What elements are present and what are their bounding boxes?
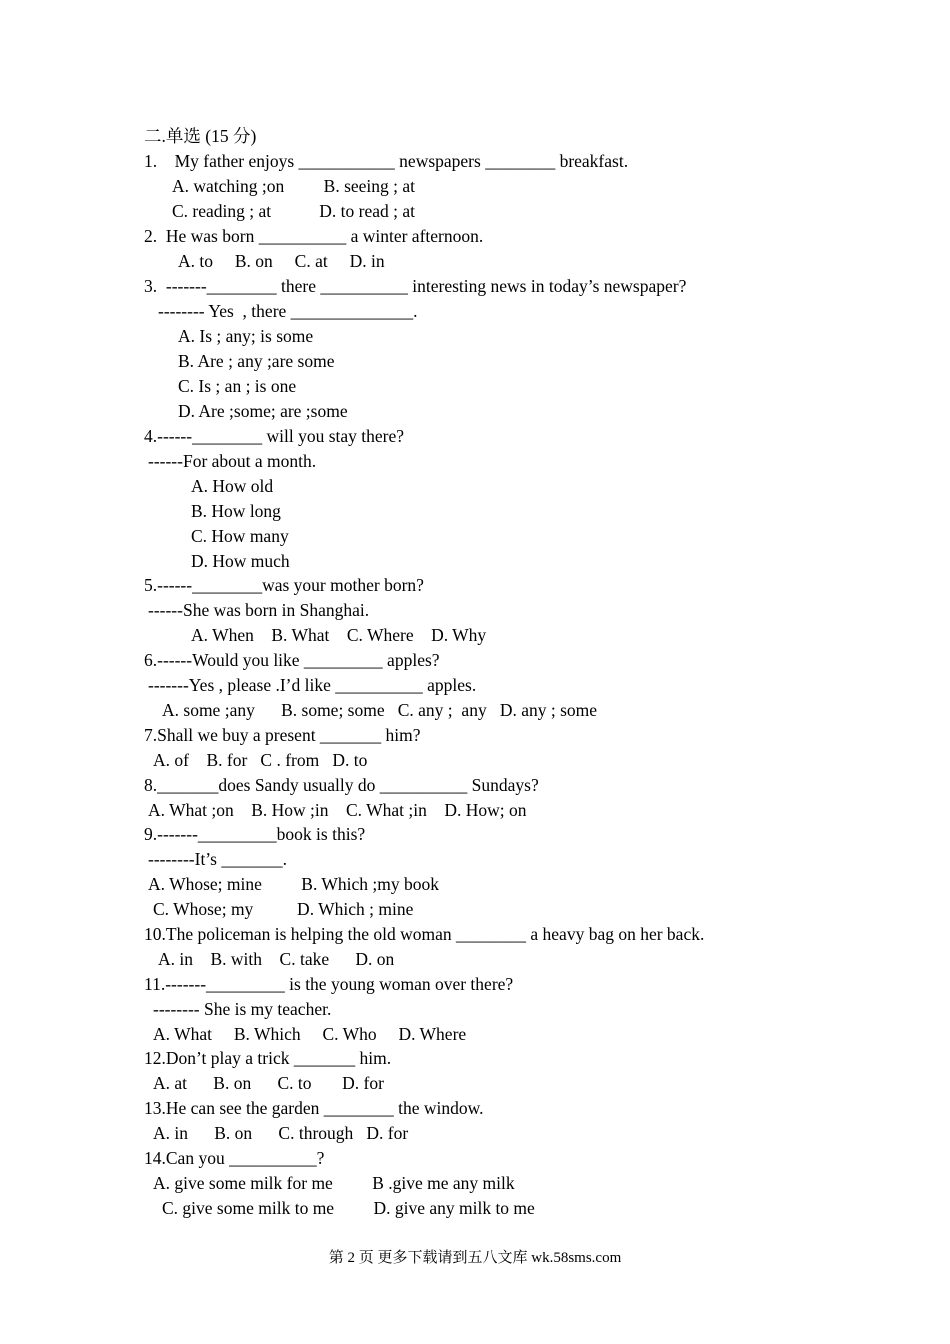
question-11-options: A. What B. Which C. Who D. Where <box>153 1024 467 1044</box>
question-10: 10.The policeman is helping the old woman ________ a heavy bag on her back. <box>144 924 705 944</box>
question-1: 1. My father enjoys ___________ newspapers ________ breakfast. <box>144 151 629 171</box>
question-11-reply: -------- She is my teacher. <box>153 999 332 1019</box>
question-11: 11.-------_________ is the young woman over there? <box>144 974 514 994</box>
question-3-option-c: C. Is ; an ; is one <box>178 376 297 396</box>
question-4-reply: ------For about a month. <box>148 451 317 471</box>
question-12-options: A. at B. on C. to D. for <box>153 1073 384 1093</box>
question-14-options-ab: A. give some milk for me B .give me any milk <box>153 1173 515 1193</box>
question-4-option-c: C. How many <box>191 526 289 546</box>
question-5-options: A. When B. What C. Where D. Why <box>191 625 487 645</box>
question-14: 14.Can you __________? <box>144 1148 325 1168</box>
question-1-options-cd: C. reading ; at D. to read ; at <box>172 201 415 221</box>
question-8: 8._______does Sandy usually do __________ Sundays? <box>144 775 539 795</box>
question-9-options-ab: A. Whose; mine B. Which ;my book <box>148 874 439 894</box>
question-4: 4.------________ will you stay there? <box>144 426 404 446</box>
question-6: 6.------Would you like _________ apples? <box>144 650 440 670</box>
section-title: 二.单选 (15 分) <box>144 126 257 146</box>
page-footer: 第 2 页 更多下载请到五八文库 wk.58sms.com <box>328 1250 622 1266</box>
question-4-option-a: A. How old <box>191 476 274 496</box>
question-8-options: A. What ;on B. How ;in C. What ;in D. How; on <box>148 800 527 820</box>
question-10-options: A. in B. with C. take D. on <box>158 949 395 969</box>
question-13-options: A. in B. on C. through D. for <box>153 1123 409 1143</box>
question-3: 3. -------________ there __________ interesting news in today’s newspaper? <box>144 276 687 296</box>
question-5: 5.------________was your mother born? <box>144 575 424 595</box>
question-9-options-cd: C. Whose; my D. Which ; mine <box>153 899 414 919</box>
question-3-option-d: D. Are ;some; are ;some <box>178 401 348 421</box>
question-6-reply: -------Yes , please .I’d like __________ apples. <box>148 675 477 695</box>
question-6-options: A. some ;any B. some; some C. any ; any D. any ; some <box>162 700 598 720</box>
question-5-reply: ------She was born in Shanghai. <box>148 600 370 620</box>
question-7: 7.Shall we buy a present _______ him? <box>144 725 421 745</box>
question-7-options: A. of B. for C . from D. to <box>153 750 368 770</box>
question-1-options-ab: A. watching ;on B. seeing ; at <box>172 176 416 196</box>
question-3-reply: -------- Yes , there ______________. <box>158 301 418 321</box>
question-2-options: A. to B. on C. at D. in <box>178 251 385 271</box>
question-2: 2. He was born __________ a winter afternoon. <box>144 226 484 246</box>
question-13: 13.He can see the garden ________ the window. <box>144 1098 484 1118</box>
question-3-option-a: A. Is ; any; is some <box>178 326 314 346</box>
question-9-reply: --------It’s _______. <box>148 849 287 869</box>
question-9: 9.-------_________book is this? <box>144 824 366 844</box>
question-12: 12.Don’t play a trick _______ him. <box>144 1048 392 1068</box>
question-4-option-d: D. How much <box>191 551 290 571</box>
question-14-options-cd: C. give some milk to me D. give any milk to me <box>162 1198 535 1218</box>
question-4-option-b: B. How long <box>191 501 281 521</box>
question-3-option-b: B. Are ; any ;are some <box>178 351 335 371</box>
